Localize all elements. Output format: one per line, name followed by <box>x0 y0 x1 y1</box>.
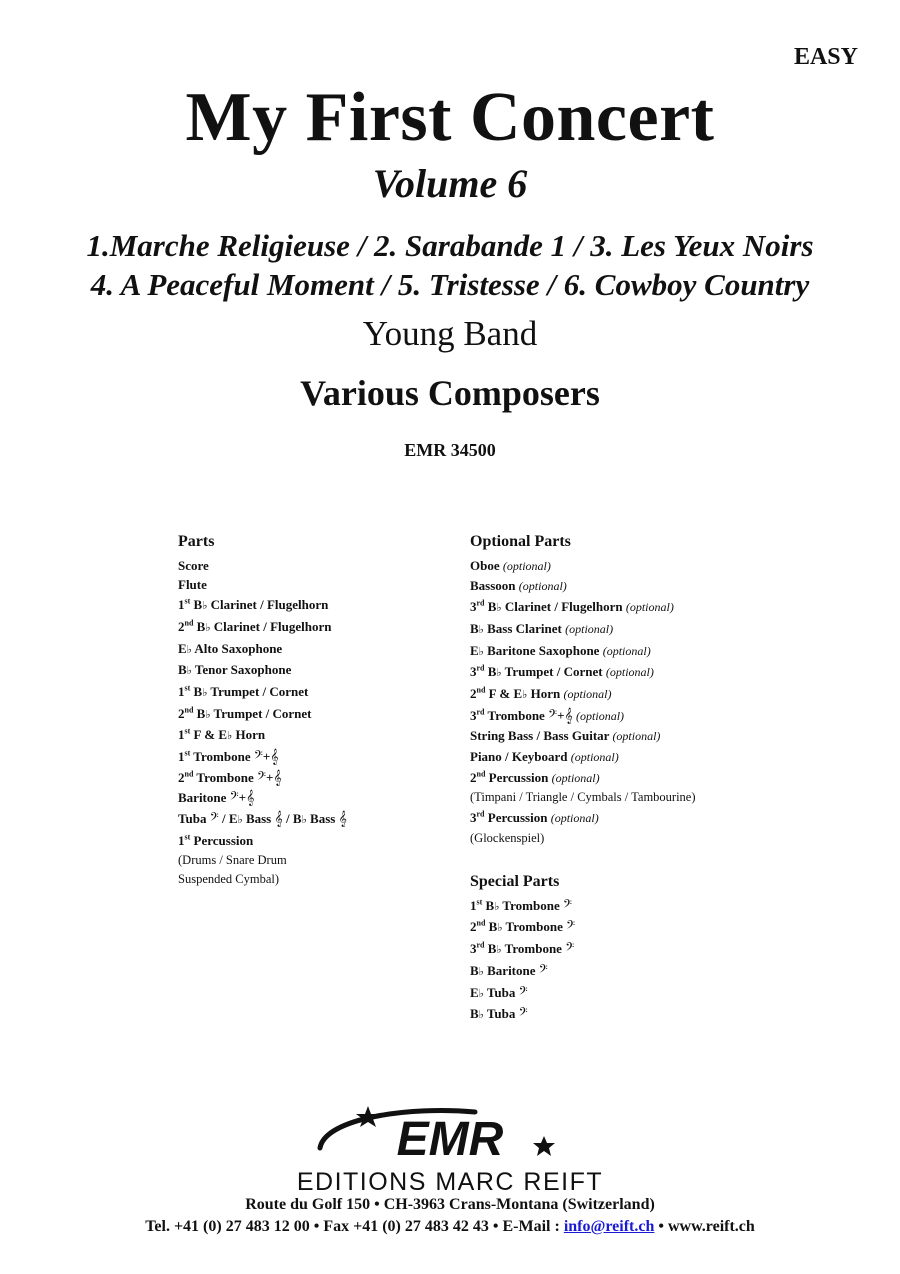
bass-clef-icon: 𝄢 <box>562 898 572 914</box>
part-item: 3rd B♭ Clarinet / Flugelhorn (optional) <box>470 598 674 615</box>
part-item: 1st B♭ Trumpet / Cornet <box>178 683 309 699</box>
emr-logo <box>300 1100 600 1170</box>
treble-clef-icon: 𝄞 <box>564 708 573 724</box>
star-icon <box>533 1136 555 1156</box>
email-link[interactable]: info@reift.ch <box>563 1218 655 1235</box>
bass-clef-icon: 𝄢 <box>565 942 575 958</box>
bass-clef-icon: 𝄢 <box>229 791 239 807</box>
part-item: Score <box>178 557 209 573</box>
catalog-number: EMR 34500 <box>404 440 496 460</box>
part-item: Oboe (optional) <box>470 557 551 573</box>
part-item: E♭ Alto Saxophone <box>178 640 283 656</box>
treble-clef-icon: 𝄞 <box>246 791 255 807</box>
part-item: Flute <box>178 577 207 593</box>
part-item: 1st Trombone 𝄢+𝄞 <box>178 748 279 766</box>
website: www.reift.ch <box>668 1218 755 1235</box>
part-item: 2nd Percussion (optional) <box>470 769 600 785</box>
collection-title: My First Concert <box>185 79 715 156</box>
part-item: Baritone 𝄢+𝄞 <box>178 790 255 807</box>
part-item: B♭ Tuba 𝄢 <box>470 1006 528 1023</box>
treble-clef-icon: 𝄞 <box>274 812 283 828</box>
bass-clef-icon: 𝄢 <box>209 812 219 828</box>
part-item: 2nd Trombone 𝄢+𝄞 <box>178 769 282 786</box>
publisher-address: Route du Golf 150 • CH-3963 Crans-Montana (Switzerland) <box>245 1196 655 1213</box>
part-item: 1st Percussion <box>178 832 254 848</box>
special-parts-list <box>470 872 575 1026</box>
bass-clef-icon: 𝄢 <box>253 750 263 766</box>
special-parts-heading: Special Parts <box>470 873 560 890</box>
part-item: 3rd Trombone 𝄢+𝄞 (optional) <box>470 707 625 724</box>
ensemble-type: Young Band <box>362 314 538 353</box>
part-item: E♭ Tuba 𝄢 <box>470 984 528 1001</box>
part-item: 2nd B♭ Trumpet / Cornet <box>178 705 312 721</box>
optional-parts-list <box>470 532 696 849</box>
parts-list <box>178 532 347 890</box>
song-list-line-2: 4. A Peaceful Moment / 5. Tristesse / 6. Cowboy Country <box>90 267 810 302</box>
publisher-name: EDITIONS MARC REIFT <box>296 1168 604 1196</box>
publisher-contact: Tel. +41 (0) 27 483 12 00 • Fax +41 (0) 27 483 42 43 • E-Mail : info@reift.ch • www.reift.ch <box>145 1218 755 1235</box>
bass-clef-icon: 𝄢 <box>256 770 266 786</box>
part-item: B♭ Tenor Saxophone <box>178 662 292 678</box>
part-item: Tuba 𝄢 / E♭ Bass 𝄞 / B♭ Bass 𝄞 <box>178 811 347 828</box>
part-item: 2nd F & E♭ Horn (optional) <box>470 685 612 701</box>
treble-clef-icon: 𝄞 <box>338 812 347 828</box>
bass-clef-icon: 𝄢 <box>548 708 558 724</box>
part-item: 1st B♭ Clarinet / Flugelhorn <box>178 596 329 613</box>
bass-clef-icon: 𝄢 <box>518 985 528 1001</box>
part-item: B♭ Bass Clarinet (optional) <box>470 620 614 636</box>
composers: Various Composers <box>300 373 600 413</box>
part-note: Suspended Cymbal) <box>178 872 280 887</box>
part-note: (Glockenspiel) <box>470 830 545 845</box>
part-item: 3rd B♭ Trombone 𝄢 <box>470 940 575 958</box>
part-item: Bassoon (optional) <box>470 578 567 594</box>
treble-clef-icon: 𝄞 <box>270 750 279 766</box>
svg-text:EMR: EMR <box>396 1113 504 1166</box>
optional-parts-heading: Optional Parts <box>470 533 571 550</box>
difficulty-level: EASY <box>793 44 858 70</box>
part-item: 3rd B♭ Trumpet / Cornet (optional) <box>470 663 654 680</box>
email-label: E-Mail : <box>502 1218 560 1235</box>
part-item: 2nd B♭ Trombone 𝄢 <box>470 919 576 936</box>
telephone: Tel. +41 (0) 27 483 12 00 <box>145 1218 310 1235</box>
part-item: String Bass / Bass Guitar (optional) <box>470 728 661 744</box>
song-list-line-1: 1.Marche Religieuse / 2. Sarabande 1 / 3. Les Yeux Noirs <box>86 228 814 263</box>
fax: Fax +41 (0) 27 483 42 43 <box>323 1218 489 1235</box>
part-item: 2nd B♭ Clarinet / Flugelhorn <box>178 618 332 634</box>
bass-clef-icon: 𝄢 <box>538 963 548 979</box>
bass-clef-icon: 𝄢 <box>566 920 576 936</box>
part-note: (Timpani / Triangle / Cymbals / Tambourine) <box>470 790 696 805</box>
part-item: Piano / Keyboard (optional) <box>470 749 619 765</box>
part-item: 3rd Percussion (optional) <box>470 809 599 826</box>
volume-label: Volume 6 <box>372 161 528 206</box>
parts-heading: Parts <box>178 533 215 550</box>
part-item: 1st B♭ Trombone 𝄢 <box>470 897 572 914</box>
star-icon <box>356 1106 380 1127</box>
part-item: E♭ Baritone Saxophone (optional) <box>470 642 651 658</box>
treble-clef-icon: 𝄞 <box>273 770 282 786</box>
part-item: B♭ Baritone 𝄢 <box>470 962 548 979</box>
part-note: (Drums / Snare Drum <box>178 852 287 867</box>
song-list <box>0 226 900 304</box>
bass-clef-icon: 𝄢 <box>518 1007 528 1023</box>
part-item: 1st F & E♭ Horn <box>178 727 266 743</box>
